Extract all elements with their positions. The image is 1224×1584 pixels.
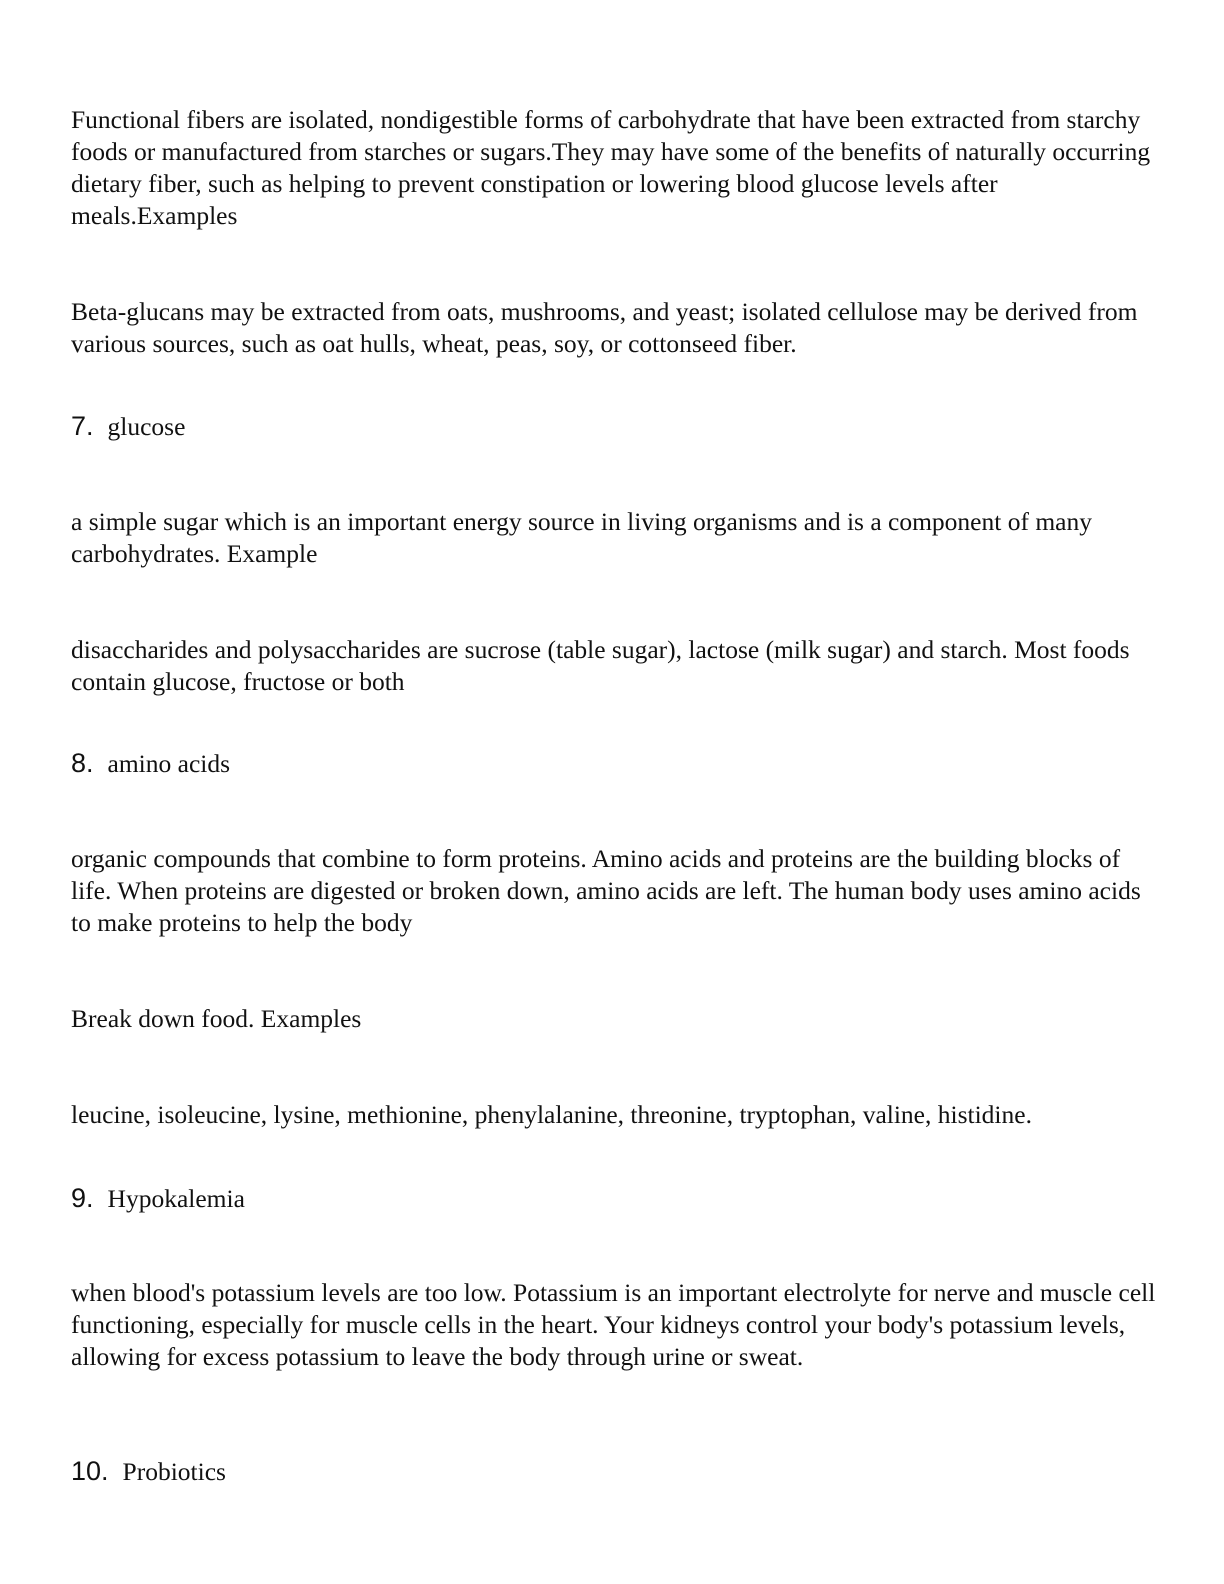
- paragraph-text: leucine, isoleucine, lysine, methionine, phenylalanine, threonine, tryptophan, valine, histidine.: [71, 1100, 1032, 1129]
- paragraph-text: a simple sugar which is an important energy source in living organisms and is a component of many carbohydrates. Example: [71, 507, 1092, 568]
- item-term: glucose: [107, 412, 186, 441]
- item-heading-7: [71, 409, 185, 444]
- item-heading-8: [71, 746, 230, 781]
- item-term: Hypokalemia: [107, 1184, 245, 1213]
- item-number: 7.: [71, 411, 94, 441]
- paragraph-text: when blood's potassium levels are too low. Potassium is an important electrolyte for nerve and muscle cell functioning, especially for muscle cells in the heart. Your kidneys control your body's potassium levels, allowing for excess potassium to leave the body through urine or sweat.: [71, 1278, 1156, 1371]
- paragraph-text: Functional fibers are isolated, nondigestible forms of carbohydrate that have been extracted from starchy foods or manufactured from starches or sugars.They may have some of the benefits of naturally occurring dietary fiber, such as helping to prevent constipation or lowering blood glucose levels after meals.Examples: [71, 105, 1151, 230]
- paragraph-text: Break down food. Examples: [71, 1004, 362, 1033]
- paragraph-amino-acid-examples: [71, 1099, 1156, 1131]
- item-number: 9.: [71, 1183, 94, 1213]
- paragraph-amino-acids-definition: [71, 843, 1156, 939]
- paragraph-text: disaccharides and polysaccharides are sucrose (table sugar), lactose (milk sugar) and starch. Most foods contain glucose, fructose or both: [71, 635, 1130, 696]
- paragraph-text: Beta-glucans may be extracted from oats, mushrooms, and yeast; isolated cellulose may be derived from various sources, such as oat hulls, wheat, peas, soy, or cottonseed fiber.: [71, 297, 1138, 358]
- item-term: amino acids: [107, 749, 231, 778]
- paragraph-glucose-examples: [71, 634, 1156, 698]
- paragraph-text: organic compounds that combine to form proteins. Amino acids and proteins are the building blocks of life. When proteins are digested or broken down, amino acids are left. The human body uses amino acids to make proteins to help the body: [71, 844, 1141, 937]
- paragraph-beta-glucans: [71, 296, 1156, 360]
- paragraph-break-down-food: [71, 1003, 1156, 1035]
- item-heading-9: [71, 1181, 245, 1216]
- paragraph-hypokalemia-definition: [71, 1277, 1156, 1373]
- item-heading-10: [71, 1454, 226, 1489]
- paragraph-functional-fibers: [71, 104, 1156, 232]
- item-term: Probiotics: [122, 1457, 226, 1486]
- item-number: 10.: [71, 1456, 109, 1486]
- item-number: 8.: [71, 748, 94, 778]
- paragraph-glucose-definition: [71, 506, 1156, 570]
